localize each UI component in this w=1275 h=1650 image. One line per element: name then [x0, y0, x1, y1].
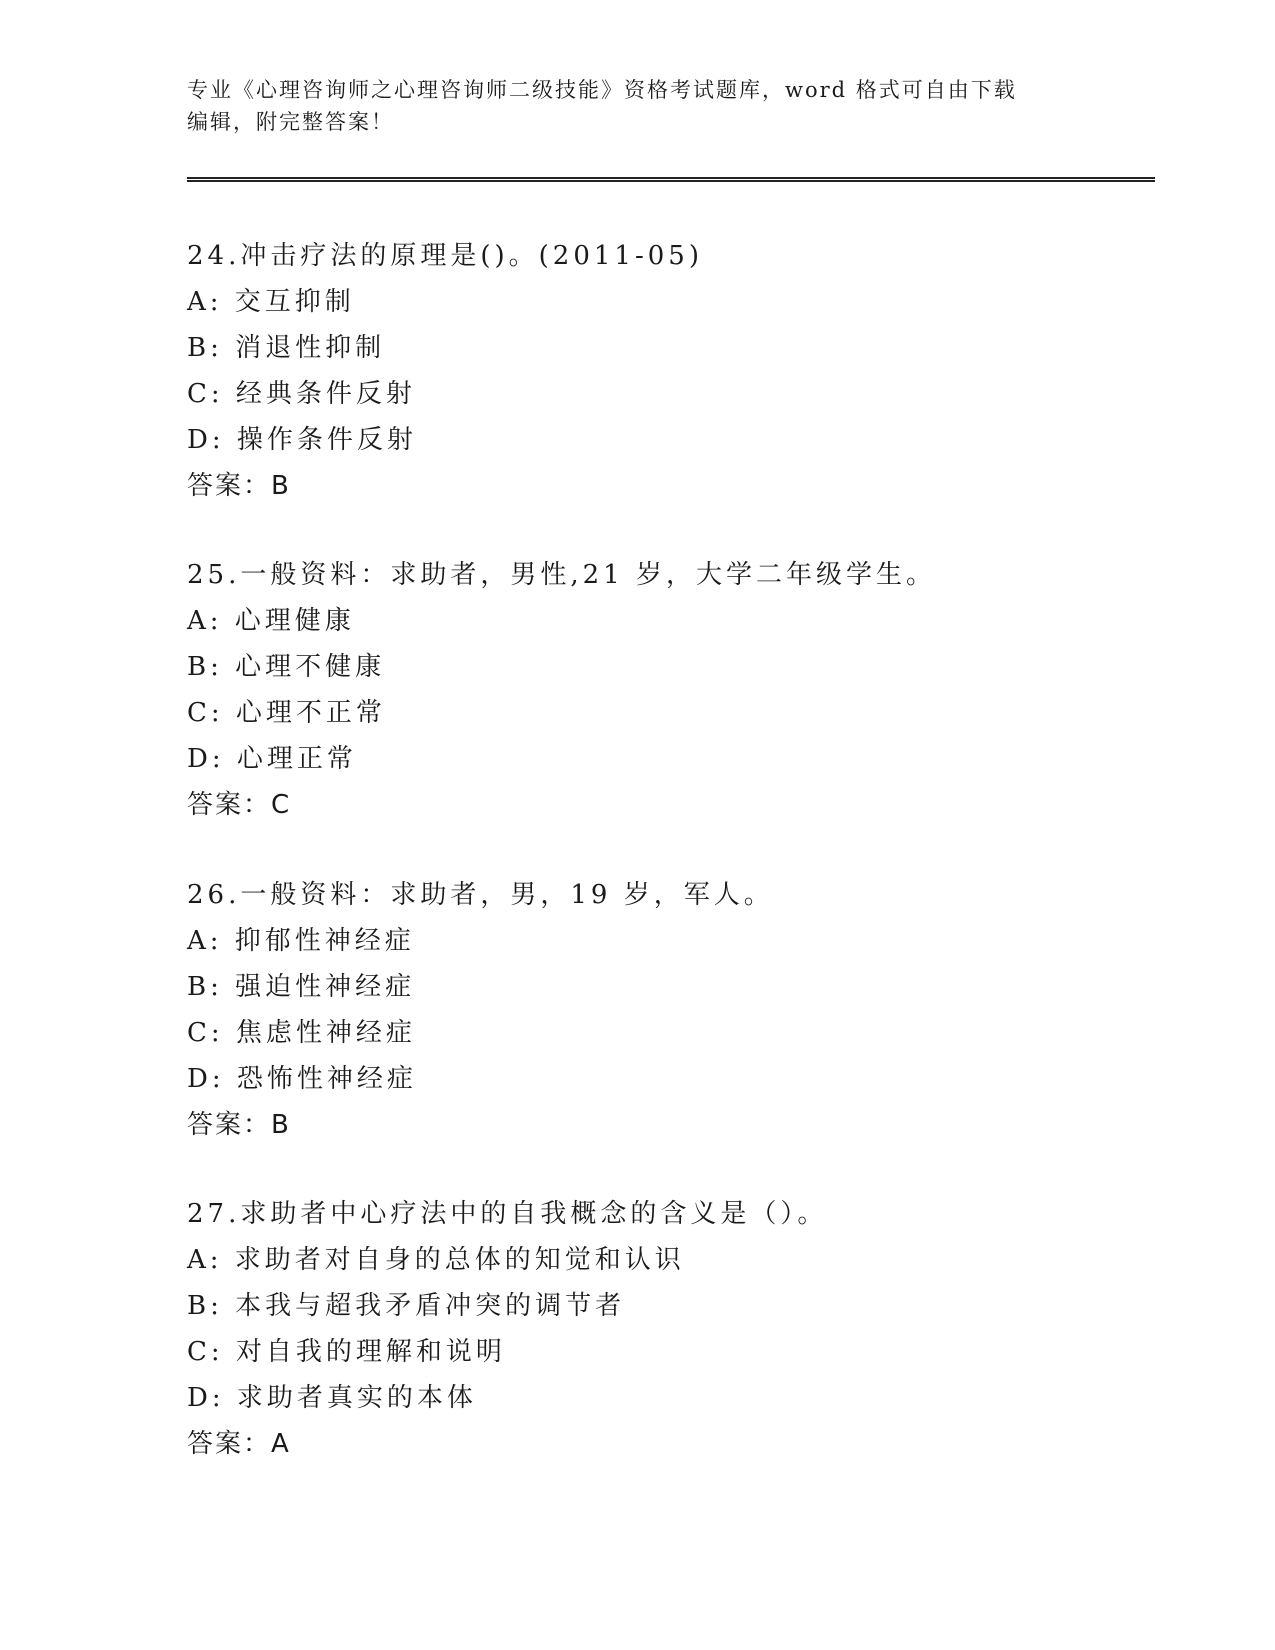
- option-d: D: 求助者真实的本体: [187, 1383, 477, 1413]
- option-b: B: 消退性抑制: [187, 333, 386, 363]
- option-d: D: 操作条件反射: [187, 425, 417, 455]
- option-c: C: 心理不正常: [187, 698, 386, 728]
- header-divider: [187, 177, 1155, 182]
- question-title: 24.冲击疗法的原理是()。(2011-05): [187, 241, 703, 271]
- document-header: [187, 74, 1067, 138]
- option-a: A: 交互抑制: [187, 287, 355, 317]
- option-a: A: 抑郁性神经症: [187, 926, 415, 956]
- answer: 答案：A: [187, 1429, 291, 1459]
- question-title: 25.一般资料：求助者，男性,21 岁，大学二年级学生。: [187, 560, 936, 590]
- option-a: A: 求助者对自身的总体的知觉和认识: [187, 1245, 685, 1275]
- question-title: 26.一般资料：求助者，男，19 岁，军人。: [187, 880, 774, 910]
- option-b: B: 心理不健康: [187, 652, 386, 682]
- question-24: [187, 233, 1147, 509]
- option-c: C: 焦虑性神经症: [187, 1018, 416, 1048]
- question-title: 27.求助者中心疗法中的自我概念的含义是（）。: [187, 1199, 828, 1229]
- option-b: B: 本我与超我矛盾冲突的调节者: [187, 1291, 626, 1321]
- option-a: A: 心理健康: [187, 606, 355, 636]
- question-27: [187, 1191, 1147, 1467]
- question-25: [187, 552, 1147, 828]
- answer: 答案：B: [187, 1110, 291, 1140]
- header-line-2: 编辑，附完整答案！: [187, 110, 394, 134]
- option-c: C: 对自我的理解和说明: [187, 1337, 506, 1367]
- option-b: B: 强迫性神经症: [187, 972, 416, 1002]
- question-26: [187, 872, 1147, 1148]
- option-d: D: 恐怖性神经症: [187, 1064, 417, 1094]
- answer: 答案：C: [187, 790, 292, 820]
- option-c: C: 经典条件反射: [187, 379, 416, 409]
- header-line-1: 专业《心理咨询师之心理咨询师二级技能》资格考试题库，word 格式可自由下载: [187, 78, 1017, 102]
- answer: 答案：B: [187, 471, 291, 501]
- option-d: D: 心理正常: [187, 744, 357, 774]
